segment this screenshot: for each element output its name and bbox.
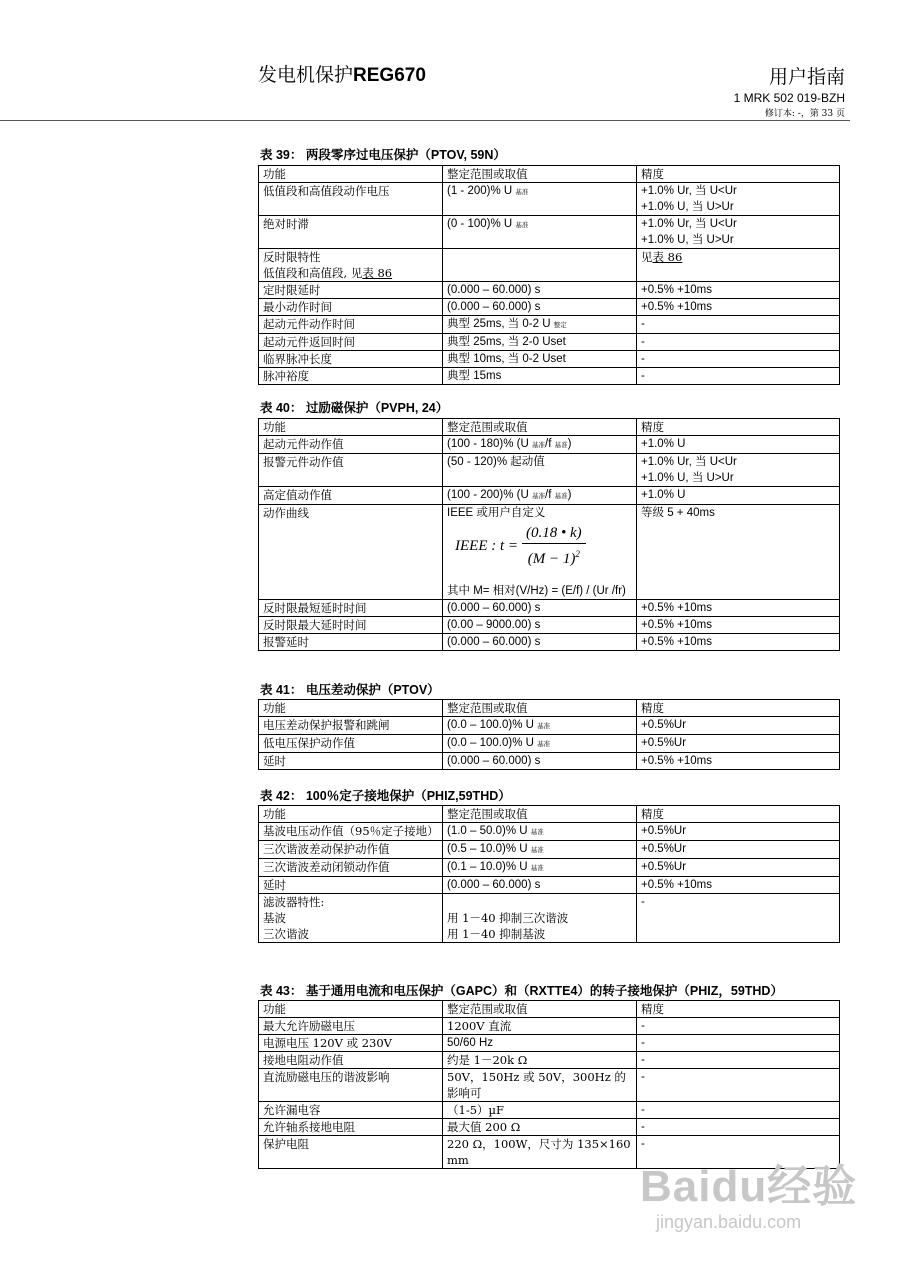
watermark-url: jingyan.baidu.com — [656, 1212, 802, 1232]
cell-function: 低值段和高值段动作电压 — [259, 183, 443, 216]
table-row — [259, 249, 840, 282]
table-row — [259, 216, 840, 249]
cell-function: 保护电阻 — [259, 1136, 443, 1169]
table-header-row — [259, 1001, 840, 1018]
cell-range: (1 - 200)% U 基准 — [443, 183, 637, 216]
table-row — [259, 735, 840, 753]
cell-function: 延时 — [259, 877, 443, 894]
cell-function: 延时 — [259, 753, 443, 770]
cell-accuracy: - — [637, 1052, 840, 1069]
cell-accuracy: +0.5% +10ms — [637, 753, 840, 770]
table39-caption: 表 39： 两段零序过电压保护（PTOV, 59N） — [260, 148, 506, 162]
cell-function: 直流励磁电压的谐波影响 — [259, 1069, 443, 1102]
cell-range: (1.0 – 50.0)% U 基准 — [443, 823, 637, 841]
cell-range: 典型 25ms, 当 2-0 Uset — [443, 334, 637, 351]
cell-accuracy: +0.5%Ur — [637, 823, 840, 841]
cell-range: (100 - 180)% (U 基准/f 基准) — [443, 436, 637, 454]
header-right — [734, 62, 845, 119]
cell-accuracy: +0.5%Ur — [637, 859, 840, 877]
cell-accuracy: - — [637, 1018, 840, 1035]
table-header-row — [259, 166, 840, 183]
cell-accuracy: +0.5%Ur — [637, 841, 840, 859]
cell-range: 最大值 200 Ω — [443, 1119, 637, 1136]
table39 — [258, 165, 840, 385]
table-row — [259, 436, 840, 454]
cell-function: 起动元件动作值 — [259, 436, 443, 454]
cell-accuracy: +0.5% +10ms — [637, 634, 840, 651]
cell-function: 接地电阻动作值 — [259, 1052, 443, 1069]
table-ref-link[interactable]: 表 86 — [652, 250, 683, 264]
document-number: 1 MRK 502 019-BZH — [733, 91, 845, 105]
cell-function: 起动元件动作时间 — [259, 316, 443, 334]
cell-accuracy: +0.5% +10ms — [637, 600, 840, 617]
cell-range: 约是 1－20k Ω — [443, 1052, 637, 1069]
cell-accuracy: +1.0% Ur, 当 U<Ur +1.0% U, 当 U>Ur — [637, 183, 840, 216]
cell-function: 允许轴系接地电阻 — [259, 1119, 443, 1136]
cell-accuracy: - — [637, 1069, 840, 1102]
header-accuracy: 精度 — [637, 1001, 840, 1018]
table-row — [259, 717, 840, 735]
header-range: 整定范围或取值 — [443, 700, 637, 717]
table43 — [258, 1000, 840, 1169]
cell-accuracy: - — [637, 351, 840, 368]
cell-accuracy: +1.0% Ur, 当 U<Ur +1.0% U, 当 U>Ur — [637, 216, 840, 249]
cell-function: 基波电压动作值（95％定子接地） — [259, 823, 443, 841]
cell-range: 用 1－40 抑制三次谐波 用 1－40 抑制基波 — [443, 894, 637, 943]
header-accuracy: 精度 — [637, 419, 840, 436]
cell-range: （1-5）µF — [443, 1102, 637, 1119]
table-row — [259, 753, 840, 770]
table-row — [259, 894, 840, 943]
cell-function: 三次谐波差动闭锁动作值 — [259, 859, 443, 877]
table-header-row — [259, 419, 840, 436]
cell-accuracy: +0.5% +10ms — [637, 617, 840, 634]
cell-accuracy: - — [637, 368, 840, 385]
cell-function: 滤波器特性: 基波 三次谐波 — [259, 894, 443, 943]
table-row — [259, 351, 840, 368]
cell-function: 电压差动保护报警和跳闸 — [259, 717, 443, 735]
cell-accuracy: - — [637, 316, 840, 334]
header-function: 功能 — [259, 419, 443, 436]
cell-range: (0 - 100)% U 基准 — [443, 216, 637, 249]
cell-function: 三次谐波差动保护动作值 — [259, 841, 443, 859]
cell-function: 报警元件动作值 — [259, 454, 443, 487]
cell-function: 反时限最大延时时间 — [259, 617, 443, 634]
header-range: 整定范围或取值 — [443, 166, 637, 183]
cell-accuracy: +0.5%Ur — [637, 717, 840, 735]
watermark-logo: Baidu经验 — [640, 1162, 858, 1211]
cell-function: 反时限特性 低值段和高值段, 见表 86 — [259, 249, 443, 282]
table-row — [259, 823, 840, 841]
cell-range: (100 - 200)% (U 基准/f 基准) — [443, 487, 637, 505]
cell-accuracy: - — [637, 894, 840, 943]
cell-accuracy: +0.5% +10ms — [637, 282, 840, 299]
ieee-formula: IEEE : t = $\frac{(0.18 • k)}{(M - 1)^2}$ — [455, 525, 632, 567]
cell-function: 允许漏电容 — [259, 1102, 443, 1119]
cell-range: (0.000 – 60.000) s — [443, 877, 637, 894]
table-row — [259, 1018, 840, 1035]
header-function: 功能 — [259, 1001, 443, 1018]
header-range: 整定范围或取值 — [443, 806, 637, 823]
table-row — [259, 617, 840, 634]
table-row — [259, 334, 840, 351]
cell-range: 50V，150Hz 或 50V，300Hz 的影响可 — [443, 1069, 637, 1102]
cell-function: 绝对时滞 — [259, 216, 443, 249]
cell-range: 典型 25ms, 当 0-2 U 整定 — [443, 316, 637, 334]
cell-function: 动作曲线 — [259, 505, 443, 600]
header-range: 整定范围或取值 — [443, 1001, 637, 1018]
cell-accuracy: - — [637, 1136, 840, 1169]
cell-accuracy: - — [637, 1035, 840, 1052]
cell-function: 高定值动作值 — [259, 487, 443, 505]
table-row — [259, 1035, 840, 1052]
cell-range: 220 Ω，100W，尺寸为 135×160 mm — [443, 1136, 637, 1169]
table40-caption: 表 40： 过励磁保护（PVPH, 24） — [260, 401, 449, 415]
cell-accuracy: 见表 86 — [637, 249, 840, 282]
user-guide-label: 用户指南 — [768, 67, 845, 88]
table-row — [259, 316, 840, 334]
cell-function: 起动元件返回时间 — [259, 334, 443, 351]
cell-accuracy: - — [637, 1102, 840, 1119]
cell-range: (0.00 – 9000.00) s — [443, 617, 637, 634]
cell-function: 低电压保护动作值 — [259, 735, 443, 753]
cell-accuracy: +1.0% Ur, 当 U<Ur +1.0% U, 当 U>Ur — [637, 454, 840, 487]
cell-accuracy: +0.5% +10ms — [637, 299, 840, 316]
cell-range: 典型 15ms — [443, 368, 637, 385]
table-row — [259, 1119, 840, 1136]
table40 — [258, 418, 840, 651]
cell-range: (0.000 – 60.000) s — [443, 282, 637, 299]
table-row — [259, 368, 840, 385]
table43-caption: 表 43： 基于通用电流和电压保护（GAPC）和（RXTTE4）的转子接地保护（PHIZ，59THD） — [260, 984, 783, 998]
cell-range: (0.1 – 10.0)% U 基准 — [443, 859, 637, 877]
table-header-row — [259, 806, 840, 823]
header-accuracy: 精度 — [637, 700, 840, 717]
cell-accuracy: - — [637, 334, 840, 351]
table-row — [259, 634, 840, 651]
table-header-row — [259, 700, 840, 717]
table-row — [259, 859, 840, 877]
table42-caption: 表 42： 100％定子接地保护（PHIZ,59THD） — [260, 789, 511, 803]
table-row — [259, 877, 840, 894]
table41 — [258, 699, 840, 770]
cell-accuracy: - — [637, 1119, 840, 1136]
table-row — [259, 1069, 840, 1102]
cell-range: (0.0 – 100.0)% U 基准 — [443, 717, 637, 735]
document-title: 发电机保护REG670 — [258, 65, 426, 86]
cell-range: (0.0 – 100.0)% U 基准 — [443, 735, 637, 753]
cell-accuracy: +0.5%Ur — [637, 735, 840, 753]
table-row — [259, 841, 840, 859]
cell-range: (50 - 120)% 起动值 — [443, 454, 637, 487]
table-row — [259, 299, 840, 316]
header-divider — [0, 120, 850, 121]
table-row — [259, 454, 840, 487]
table-row — [259, 1052, 840, 1069]
table-row — [259, 282, 840, 299]
table-row — [259, 600, 840, 617]
cell-range — [443, 249, 637, 282]
cell-accuracy: +1.0% U — [637, 436, 840, 454]
header-function: 功能 — [259, 700, 443, 717]
table-row — [259, 1102, 840, 1119]
table-row — [259, 505, 840, 600]
table-row — [259, 487, 840, 505]
header-accuracy: 精度 — [637, 806, 840, 823]
table-row — [259, 183, 840, 216]
cell-range: 50/60 Hz — [443, 1035, 637, 1052]
cell-function: 反时限最短延时时间 — [259, 600, 443, 617]
cell-range: IEEE 或用户自定义 IEEE : t = $\frac{(0.18 • k)}{(M - 1)^2}$ 其中 M= 相对(V/Hz) = (E/f) / (Ur /fr) — [443, 505, 637, 600]
cell-range: 典型 10ms, 当 0-2 Uset — [443, 351, 637, 368]
table-ref-link[interactable]: 表 86 — [362, 266, 393, 280]
cell-range: (0.000 – 60.000) s — [443, 634, 637, 651]
cell-range: 1200V 直流 — [443, 1018, 637, 1035]
header-range: 整定范围或取值 — [443, 419, 637, 436]
cell-function: 电源电压 120V 或 230V — [259, 1035, 443, 1052]
cell-function: 最大允许励磁电压 — [259, 1018, 443, 1035]
header-function: 功能 — [259, 166, 443, 183]
cell-function: 定时限延时 — [259, 282, 443, 299]
header-accuracy: 精度 — [637, 166, 840, 183]
revision-page: 修订本: -，第 33 页 — [764, 109, 845, 119]
cell-accuracy: +1.0% U — [637, 487, 840, 505]
cell-function: 最小动作时间 — [259, 299, 443, 316]
cell-range: (0.000 – 60.000) s — [443, 753, 637, 770]
cell-accuracy: 等级 5 + 40ms — [637, 505, 840, 600]
baidu-watermark — [640, 1150, 857, 1233]
cell-accuracy: +0.5% +10ms — [637, 877, 840, 894]
cell-range: (0.000 – 60.000) s — [443, 600, 637, 617]
header-function: 功能 — [259, 806, 443, 823]
cell-range: (0.5 – 10.0)% U 基准 — [443, 841, 637, 859]
table42 — [258, 805, 840, 943]
cell-function: 报警延时 — [259, 634, 443, 651]
cell-range: (0.000 – 60.000) s — [443, 299, 637, 316]
cell-function: 临界脉冲长度 — [259, 351, 443, 368]
table41-caption: 表 41： 电压差动保护（PTOV） — [260, 683, 440, 697]
cell-function: 脉冲裕度 — [259, 368, 443, 385]
